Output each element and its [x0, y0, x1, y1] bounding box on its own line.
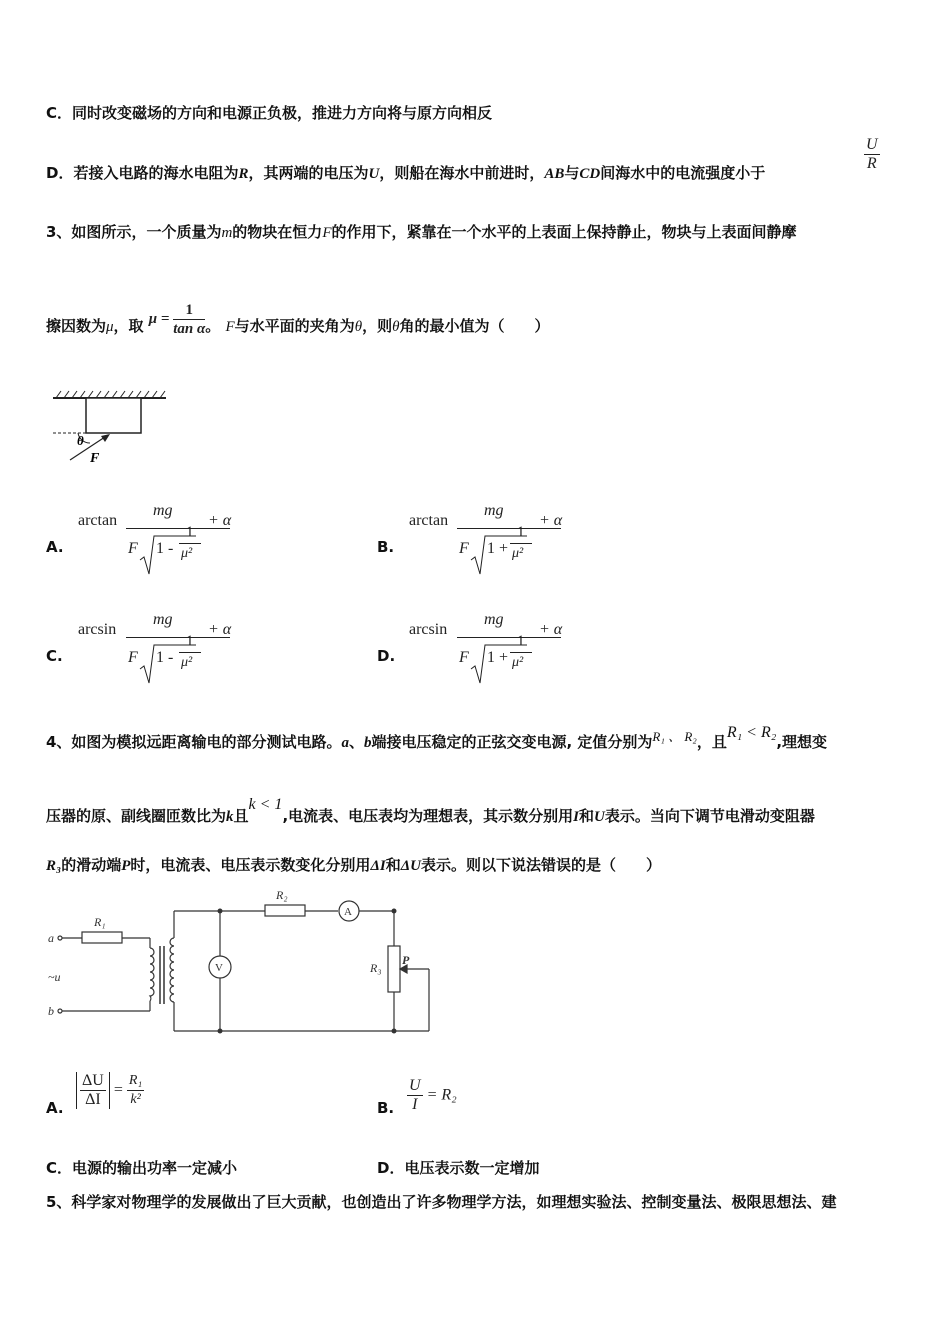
q4-option-a-formula: $\frac{\Delta U}{\Delta I}$ = $\frac{\text{R₁}}{\text{k²}}$: [76, 1072, 144, 1109]
q4-option-b-label: B.: [377, 1099, 395, 1117]
q4-option-a-label: A.: [46, 1099, 64, 1117]
q4-option-b-formula: $\frac{U}{I}$ = R₂: [409, 1077, 457, 1113]
q4-option-d: D．电压表示数一定增加: [377, 1159, 540, 1177]
resistor-r1: [82, 932, 122, 943]
force-arrow: [70, 435, 108, 460]
ammeter-label: A: [344, 906, 352, 918]
rheostat-r3: [388, 946, 400, 992]
q4-line3: R₃的滑动端P时，电流表、电压表示数变化分别用ΔI和ΔU表示。则以下说法错误的是（ ）: [46, 856, 661, 874]
label-r2: R₂: [276, 888, 288, 902]
fig-theta: θ: [77, 433, 84, 448]
label-b: b: [48, 1004, 54, 1018]
q2-option-d: D．若接入电路的海水电阻为R，其两端的电压为U，则船在海水中前进时，AB与CD间海水中的电流强度小于: [46, 164, 766, 182]
q3-option-1-label: B.: [377, 538, 395, 556]
voltmeter-label: V: [215, 962, 223, 974]
q3-line2: 擦因数为μ，取 μ = $\frac{1}{\text{tan α}}$ 。 F与水平面的夹角为θ，则θ角的最小值为（ ）: [46, 302, 550, 337]
q3-option-0-label: A.: [46, 538, 64, 556]
q3-line1: 3、如图所示，一个质量为m的物块在恒力F的作用下，紧靠在一个水平的上表面上保持静止，物块与上表面间静摩: [46, 223, 797, 241]
resistor-r2: [265, 905, 305, 916]
label-u: ~u: [48, 970, 61, 984]
q4-line1: 4、如图为模拟远距离输电的部分测试电路。a、b端接电压稳定的正弦交变电源, 定值分别为R₁ 、 R₂，且R₁ < R₂,理想变: [46, 724, 828, 751]
fig-F: F: [90, 451, 100, 466]
block: [86, 398, 141, 433]
q4-circuit: [44, 886, 439, 1036]
q3-option-2-label: C.: [46, 647, 63, 665]
label-p: P: [402, 953, 410, 967]
q3-figure: [48, 388, 173, 468]
label-r1: R₁: [94, 915, 106, 929]
q2-fraction-u-over-r: $\frac{U}{R}$: [866, 136, 878, 172]
label-r3: R₃: [370, 961, 382, 975]
q5-line1: 5、科学家对物理学的发展做出了巨大贡献，也创造出了许多物理学方法，如理想实验法、控制变量法、极限思想法、建: [46, 1193, 837, 1211]
q3-option-3-label: D.: [377, 647, 396, 665]
label-a: a: [48, 931, 54, 945]
q4-line2: 压器的原、副线圈匝数比为k且k < 1,电流表、电压表均为理想表，其示数分别用I和U表示。当向下调节电滑动变阻器: [46, 796, 815, 825]
q2-option-c: C．同时改变磁场的方向和电源正负极，推进力方向将与原方向相反: [46, 104, 493, 122]
q4-option-c: C．电源的输出功率一定减小: [46, 1159, 238, 1177]
